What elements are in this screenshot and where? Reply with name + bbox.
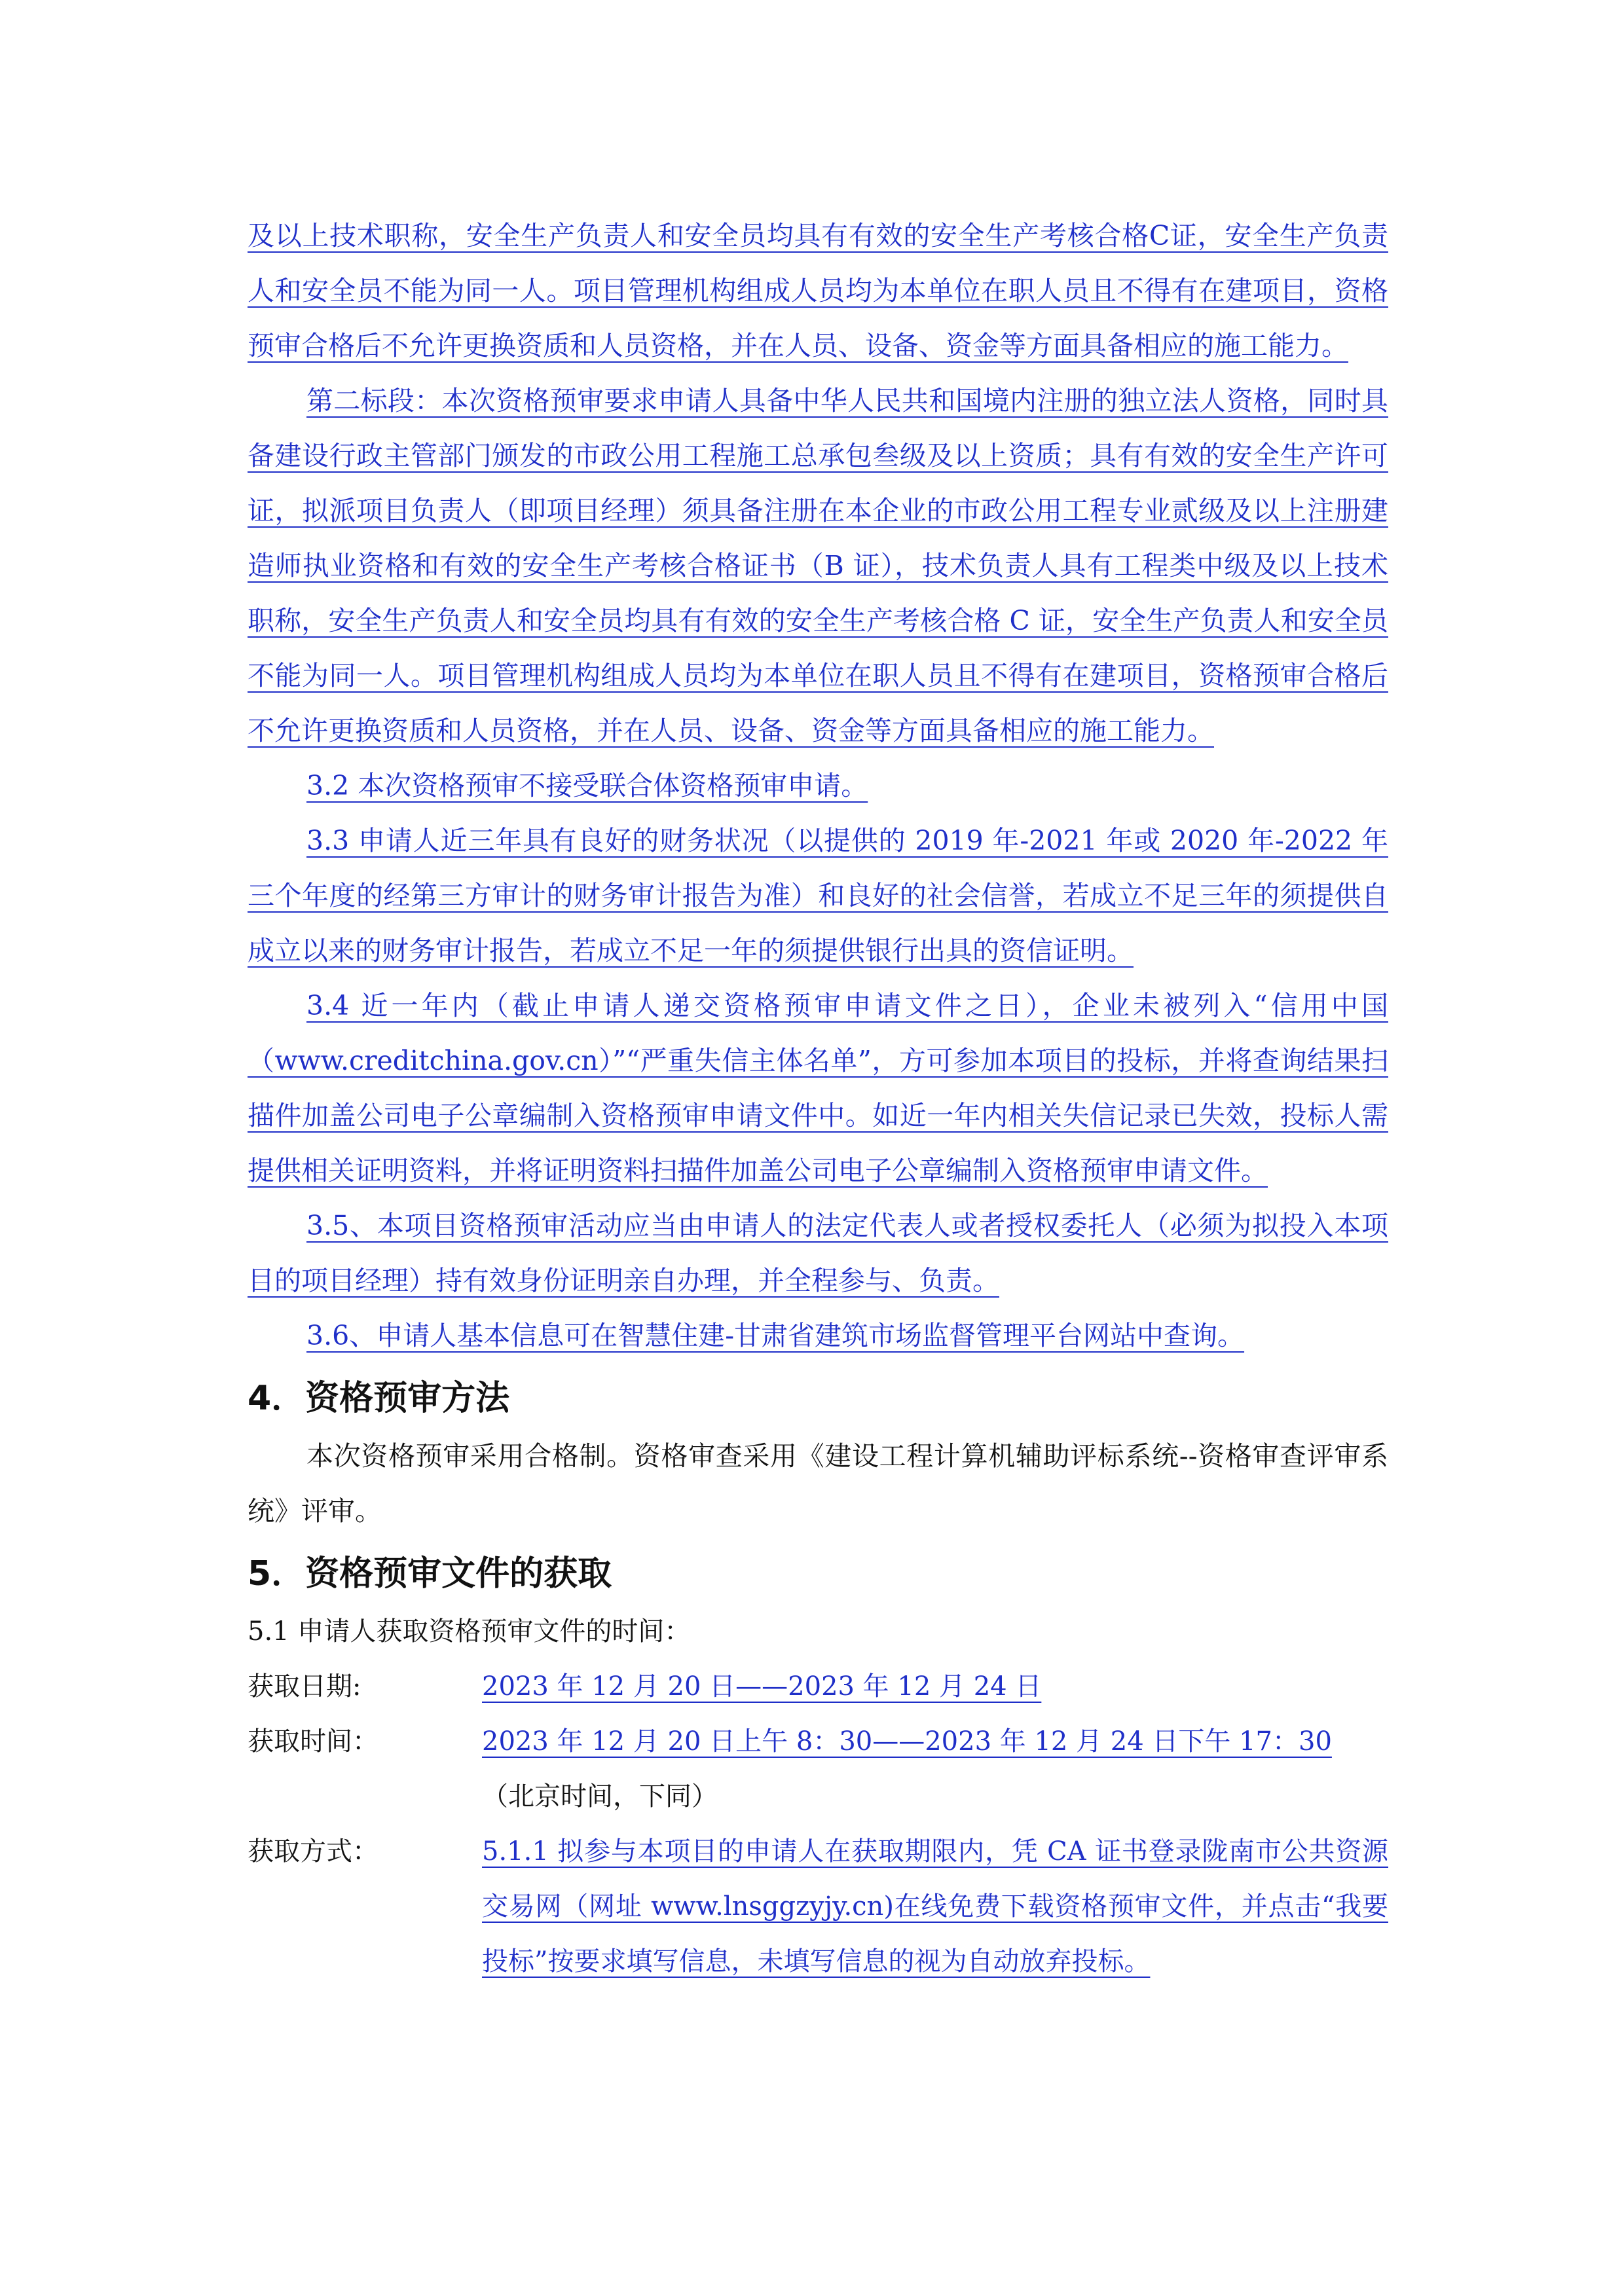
section-5-1-subheading: 5.1 申请人获取资格预审文件的时间： (248, 1616, 691, 1647)
acquisition-time-value: 2023 年 12 月 20 日上午 8：30——2023 年 12 月 24 日下午 17：30 (482, 1726, 1332, 1757)
paragraph-second-lot-requirements: 第二标段：本次资格预审要求申请人具备中华人民共和国境内注册的独立法人资格，同时具备建设行政主管部门颁发的市政公用工程施工总承包叁级及以上资质；具有有效的安全生产许可证，拟派项目负责人（即项目经理）须具备注册在本企业的市政公用工程专业贰级及以上注册建造师执业资格和有效的安全生产考核合格证书（B 证），技术负责人具有工程类中级及以上技术职称，安全生产负责人和安全员均具有有效的安全生产考核合格 C 证，安全生产负责人和安全员不能为同一人。项目管理机构组成人员均为本单位在职人员且不得有在建项目，资格预审合格后不允许更换资质和人员资格，并在人员、设备、资金等方面具备相应的施工能力。 (248, 385, 1388, 746)
acquisition-method-value: 5.1.1 拟参与本项目的申请人在获取期限内，凭 CA 证书登录陇南市公共资源交易网（网址 www.lnsggzyjy.cn)在线免费下载资格预审文件，并点击“我要投标”按要求填写信息，未填写信息的视为自动放弃投标。 (482, 1836, 1388, 1977)
section-5-heading: 5．资格预审文件的获取 (248, 1554, 612, 1594)
acquisition-method-label: 获取方式： (248, 1836, 378, 1867)
acquisition-date-value: 2023 年 12 月 20 日——2023 年 12 月 24 日 (482, 1671, 1042, 1702)
paragraph-first-lot-requirements: 及以上技术职称，安全生产负责人和安全员均具有有效的安全生产考核合格C证，安全生产负责人和安全员不能为同一人。项目管理机构组成人员均为本单位在职人员且不得有在建项目，资格预审合格后不允许更换资质和人员资格，并在人员、设备、资金等方面具备相应的施工能力。 (248, 220, 1388, 361)
document-body (248, 208, 1388, 1989)
acquisition-date-label: 获取日期: (248, 1671, 361, 1702)
acquisition-date-row (248, 1659, 1388, 1714)
acquisition-time-label: 获取时间： (248, 1726, 378, 1757)
section-4-heading: 4．资格预审方法 (248, 1379, 510, 1418)
acquisition-time-row (248, 1714, 1388, 1769)
paragraph-3-3-financial-status: 3.3 申请人近三年具有良好的财务状况（以提供的 2019 年-2021 年或 2020 年-2022 年三个年度的经第三方审计的财务审计报告为准）和良好的社会信誉，若成立不足三年的须提供自成立以来的财务审计报告，若成立不足一年的须提供银行出具的资信证明。 (248, 825, 1388, 966)
acquisition-method-row (248, 1824, 1388, 1989)
paragraph-3-6-info-query: 3.6、申请人基本信息可在智慧住建-甘肃省建筑市场监督管理平台网站中查询。 (306, 1320, 1245, 1351)
paragraph-3-2-no-consortium: 3.2 本次资格预审不接受联合体资格预审申请。 (306, 770, 868, 801)
beijing-time-note: （北京时间，下同） (482, 1781, 718, 1812)
paragraph-3-5-representative: 3.5、本项目资格预审活动应当由申请人的法定代表人或者授权委托人（必须为拟投入本项目的项目经理）持有效身份证明亲自办理，并全程参与、负责。 (248, 1210, 1388, 1296)
paragraph-3-4-credit-check: 3.4 近一年内（截止申请人递交资格预审申请文件之日），企业未被列入“信用中国（www.creditchina.gov.cn）”“严重失信主体名单”，方可参加本项目的投标，并将查询结果扫描件加盖公司电子公章编制入资格预审申请文件中。如近一年内相关失信记录已失效，投标人需提供相关证明资料，并将证明资料扫描件加盖公司电子公章编制入资格预审申请文件。 (248, 990, 1388, 1186)
section-4-text: 本次资格预审采用合格制。资格审查采用《建设工程计算机辅助评标系统--资格审查评审系统》评审。 (248, 1440, 1388, 1527)
